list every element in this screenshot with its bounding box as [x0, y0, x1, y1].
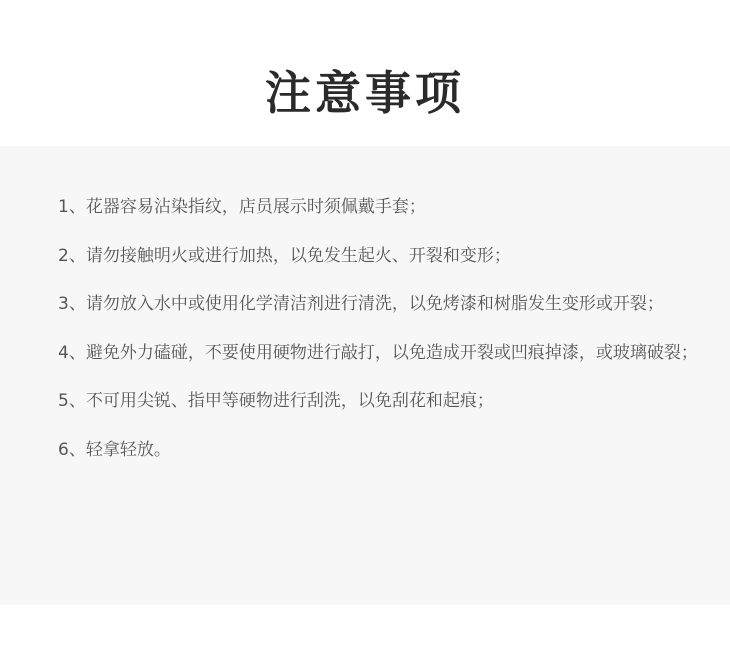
note-item-2: 2、请勿接触明火或进行加热，以免发生起火、开裂和变形； — [58, 245, 511, 266]
note-item-4: 4、避免外力磕碰，不要使用硬物进行敲打，以免造成开裂或凹痕掉漆，或玻璃破裂； — [58, 342, 698, 363]
note-item-1: 1、花器容易沾染指纹，店员展示时须佩戴手套； — [58, 197, 426, 217]
note-item-5: 5、不可用尖锐、指甲等硬物进行刮洗，以免刮花和起痕； — [58, 391, 494, 411]
note-item-3: 3、请勿放入水中或使用化学清洁剂进行清洗，以免烤漆和树脂发生变形或开裂； — [58, 294, 664, 314]
page-title: 注意事项 — [265, 65, 465, 120]
notes-list — [58, 183, 698, 474]
note-item-6: 6、轻拿轻放。 — [58, 439, 171, 460]
notes-panel — [0, 146, 730, 605]
